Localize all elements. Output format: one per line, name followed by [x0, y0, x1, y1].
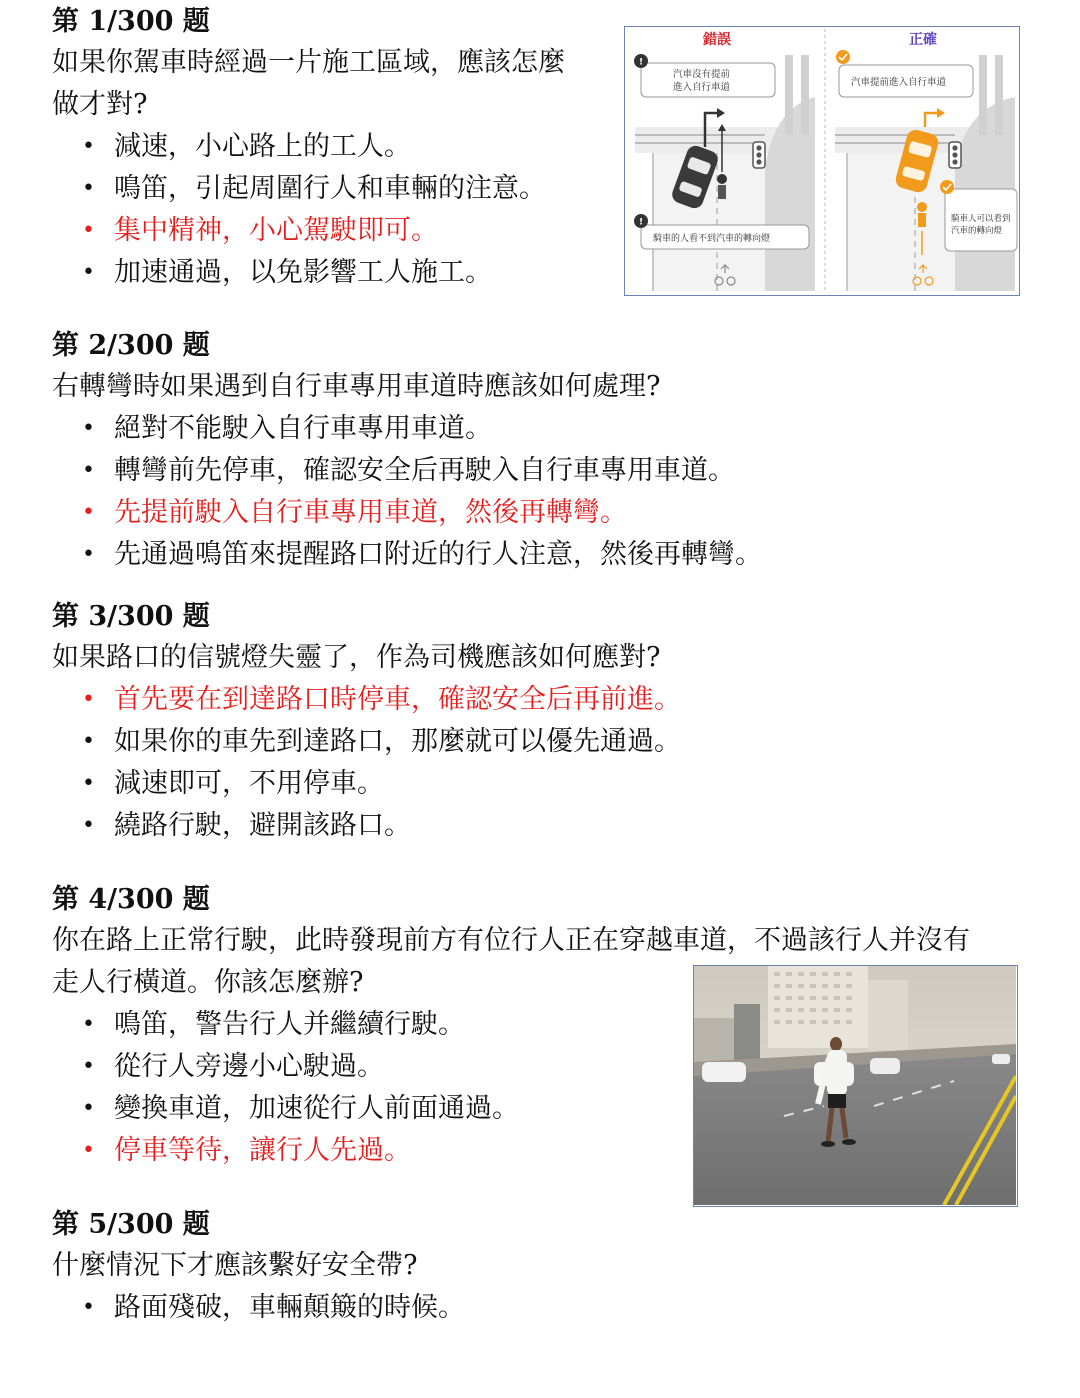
option-item [52, 721, 1012, 763]
option-text: 路面殘破，車輛顛簸的時候。 [114, 1292, 465, 1323]
note-text: 汽車沒有提前 [673, 69, 731, 80]
bullet-icon: • [82, 1012, 95, 1037]
option-item-correct [52, 679, 1012, 721]
question-title: 第 3/300 题 [52, 601, 210, 632]
bullet-icon: • [82, 416, 95, 441]
option-text: 先通過鳴笛來提醒路口附近的行人注意，然後再轉彎。 [114, 539, 762, 570]
question-text-line: 如果路口的信號燈失靈了，作為司機應該如何應對? [52, 642, 661, 673]
option-text: 絕對不能駛入自行車專用車道。 [114, 413, 492, 444]
option-text: 集中精神，小心駕駛即可。 [114, 215, 438, 246]
bullet-icon: • [82, 813, 95, 838]
note-text: 汽車的轉向燈 [951, 226, 1003, 236]
question-text-line: 右轉彎時如果遇到自行車專用車道時應該如何處理? [52, 371, 661, 402]
question-text-line: 什麼情況下才應該繫好安全帶? [52, 1250, 418, 1281]
option-list [52, 679, 1012, 847]
option-text: 加速通過，以免影響工人施工。 [114, 257, 492, 288]
option-item [52, 252, 622, 294]
bullet-icon: • [82, 1138, 95, 1163]
bullet-icon: • [82, 542, 95, 567]
option-text: 減速，小心路上的工人。 [114, 131, 411, 162]
question-3 [52, 597, 1012, 847]
option-text: 鳴笛，警告行人并繼續行駛。 [114, 1009, 465, 1040]
diagram-svg [625, 27, 1018, 294]
option-item [52, 805, 1012, 847]
option-list [52, 126, 622, 294]
question-2 [52, 326, 1012, 576]
question-title: 第 5/300 题 [52, 1209, 210, 1240]
option-item [52, 168, 622, 210]
bullet-icon: • [82, 218, 95, 243]
option-item-correct [52, 492, 1012, 534]
option-item [52, 534, 1012, 576]
option-item [52, 126, 622, 168]
option-text: 如果你的車先到達路口，那麼就可以優先通過。 [114, 726, 681, 757]
option-list [52, 1287, 1012, 1329]
question-text-line: 走人行橫道。你該怎麼辦? [52, 967, 364, 998]
note-text: 騎車的人看不到汽車的轉向燈 [653, 234, 771, 244]
bullet-icon: • [82, 1295, 95, 1320]
bullet-icon: • [82, 176, 95, 201]
pedestrian-crossing-photo [693, 965, 1018, 1207]
bullet-icon: • [82, 458, 95, 483]
option-item [52, 450, 1012, 492]
option-item [52, 763, 1012, 805]
bullet-icon: • [82, 687, 95, 712]
question-text-line: 如果你駕車時經過一片施工區域，應該怎麼 [52, 47, 565, 78]
option-text: 鳴笛，引起周圍行人和車輛的注意。 [114, 173, 546, 204]
option-item [52, 1287, 1012, 1329]
correct-label: 正確 [909, 32, 937, 48]
option-text: 減速即可，不用停車。 [114, 768, 384, 799]
svg-text:!: ! [638, 57, 644, 68]
wrong-label: 錯誤 [703, 32, 731, 48]
question-text-line: 你在路上正常行駛，此時發現前方有位行人正在穿越車道，不過該行人并沒有 [52, 925, 970, 956]
bullet-icon: • [82, 729, 95, 754]
note-text: 進入自行車道 [673, 82, 731, 93]
bullet-icon: • [82, 260, 95, 285]
option-item-correct [52, 210, 622, 252]
bullet-icon: • [82, 1096, 95, 1121]
question-title: 第 4/300 题 [52, 884, 210, 915]
photo-svg [694, 966, 1016, 1205]
bullet-icon: • [82, 771, 95, 796]
question-5 [52, 1205, 1012, 1329]
bullet-icon: • [82, 134, 95, 159]
bullet-icon: • [82, 500, 95, 525]
option-text: 從行人旁邊小心駛過。 [114, 1051, 384, 1082]
bike-lane-turn-diagram [624, 26, 1020, 296]
correct-scene [835, 50, 1017, 291]
option-text: 轉彎前先停車，確認安全后再駛入自行車專用車道。 [114, 455, 735, 486]
note-text: 騎車人可以看到 [951, 214, 1011, 224]
question-1 [52, 2, 622, 294]
svg-text:!: ! [638, 217, 644, 228]
option-item [52, 408, 1012, 450]
option-text: 變換車道，加速從行人前面通過。 [114, 1093, 519, 1124]
wrong-scene [634, 54, 815, 291]
option-text: 首先要在到達路口時停車，確認安全后再前進。 [114, 684, 681, 715]
option-text: 先提前駛入自行車專用車道，然後再轉彎。 [114, 497, 627, 528]
question-title: 第 2/300 题 [52, 330, 210, 361]
note-text: 汽車提前進入自行車道 [851, 77, 947, 88]
option-text: 繞路行駛，避開該路口。 [114, 810, 411, 841]
option-text: 停車等待，讓行人先過。 [114, 1135, 411, 1166]
question-text-line: 做才對? [52, 89, 148, 120]
question-title: 第 1/300 题 [52, 6, 210, 37]
bullet-icon: • [82, 1054, 95, 1079]
option-list [52, 408, 1012, 576]
